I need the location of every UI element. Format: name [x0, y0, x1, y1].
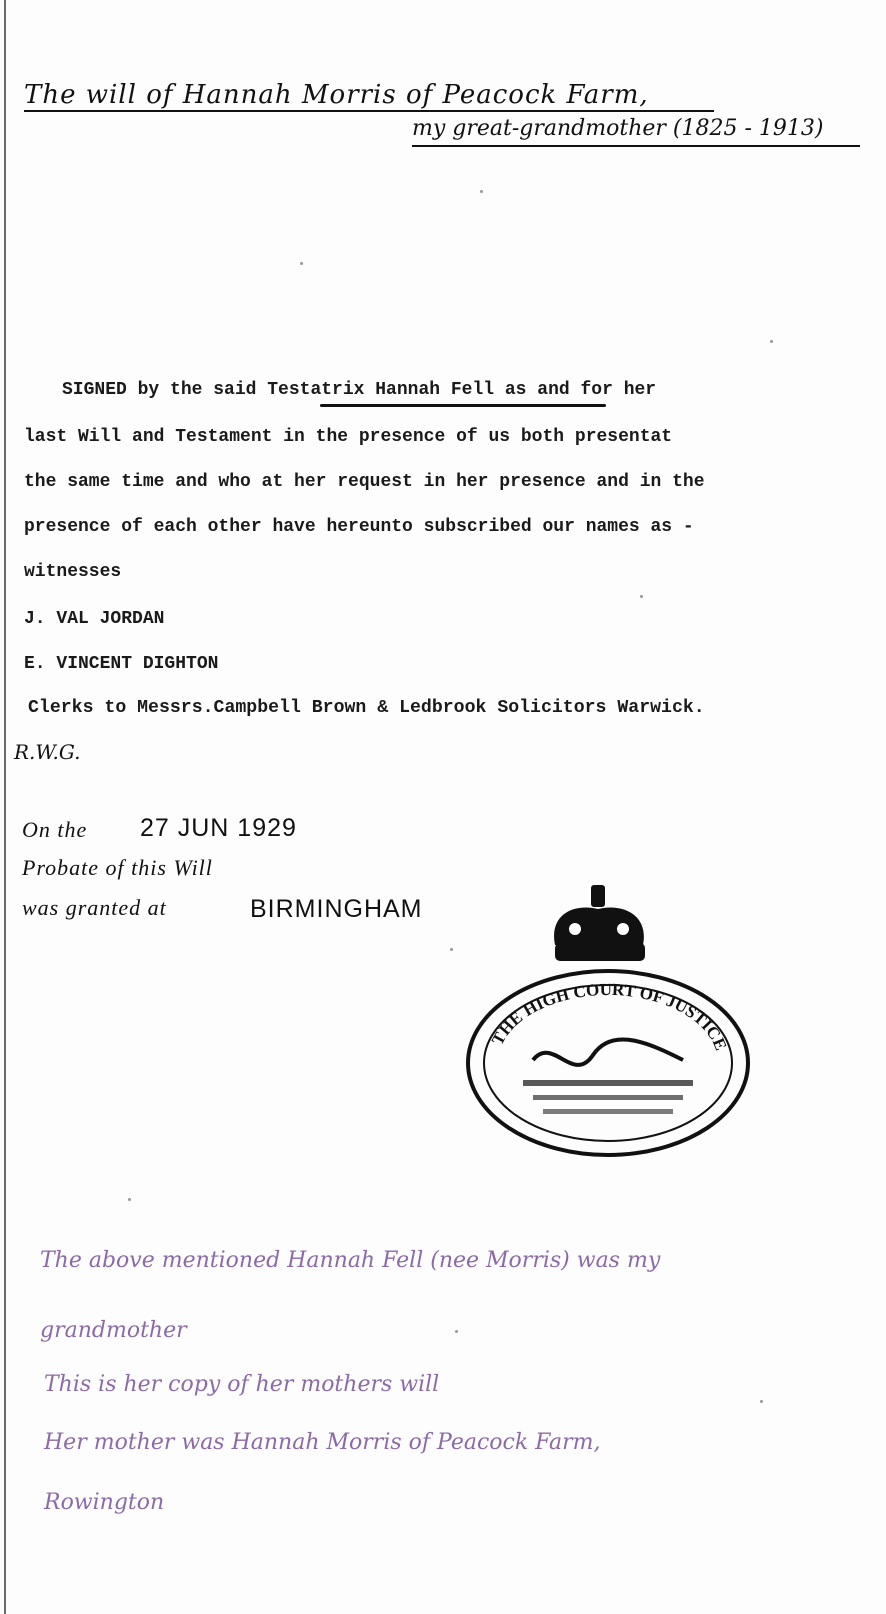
clerks-line: Clerks to Messrs.Campbell Brown & Ledbrook Solicitors Warwick. [28, 698, 705, 718]
seal-text: THE HIGH COURT OF JUSTICE [487, 979, 731, 1053]
scan-speck [450, 948, 453, 951]
page-edge-line [4, 0, 6, 1614]
document-title: The will of Hannah Morris of Peacock Farm, [24, 80, 649, 110]
testatrix-underline [320, 404, 606, 407]
scan-speck [128, 1198, 131, 1201]
scan-speck [640, 595, 643, 598]
probate-date-stamp: 27 JUN 1929 [140, 814, 297, 842]
subtitle-underline [412, 145, 860, 147]
will-text-line-3: the same time and who at her request in her presence and in the [24, 472, 705, 492]
will-text-line-1: SIGNED by the said Testatrix Hannah Fell as and for her [62, 380, 657, 400]
court-seal-stamp [463, 885, 763, 1195]
scan-speck [770, 340, 773, 343]
will-text-line-5: witnesses [24, 562, 122, 582]
note-line-5: Rowington [44, 1490, 165, 1515]
will-text-line-2: last Will and Testament in the presence of us both presentat [24, 427, 673, 447]
probate-on-the: On the [22, 817, 88, 842]
note-line-1: The above mentioned Hannah Fell (nee Morris) was my [40, 1248, 661, 1273]
scan-speck [760, 1400, 763, 1403]
note-line-4: Her mother was Hannah Morris of Peacock Farm, [44, 1430, 601, 1455]
note-line-3: This is her copy of her mothers will [44, 1372, 440, 1397]
initials-signature: R.W.G. [14, 740, 81, 764]
granted-at: was granted at [22, 895, 167, 920]
witness-2: E. VINCENT DIGHTON [24, 654, 219, 674]
scan-speck [455, 1330, 458, 1333]
witness-1: J. VAL JORDAN [24, 609, 165, 629]
crown-icon [554, 885, 645, 961]
title-underline [24, 110, 714, 112]
probate-line: Probate of this Will [22, 855, 213, 880]
will-text-line-4: presence of each other have hereunto subscribed our names as - [24, 517, 694, 537]
note-line-2: grandmother [40, 1318, 187, 1343]
document-subtitle: my great-grandmother (1825 - 1913) [412, 116, 824, 141]
scan-speck [300, 262, 303, 265]
scan-speck [480, 190, 483, 193]
probate-place-stamp: BIRMINGHAM [250, 895, 423, 923]
